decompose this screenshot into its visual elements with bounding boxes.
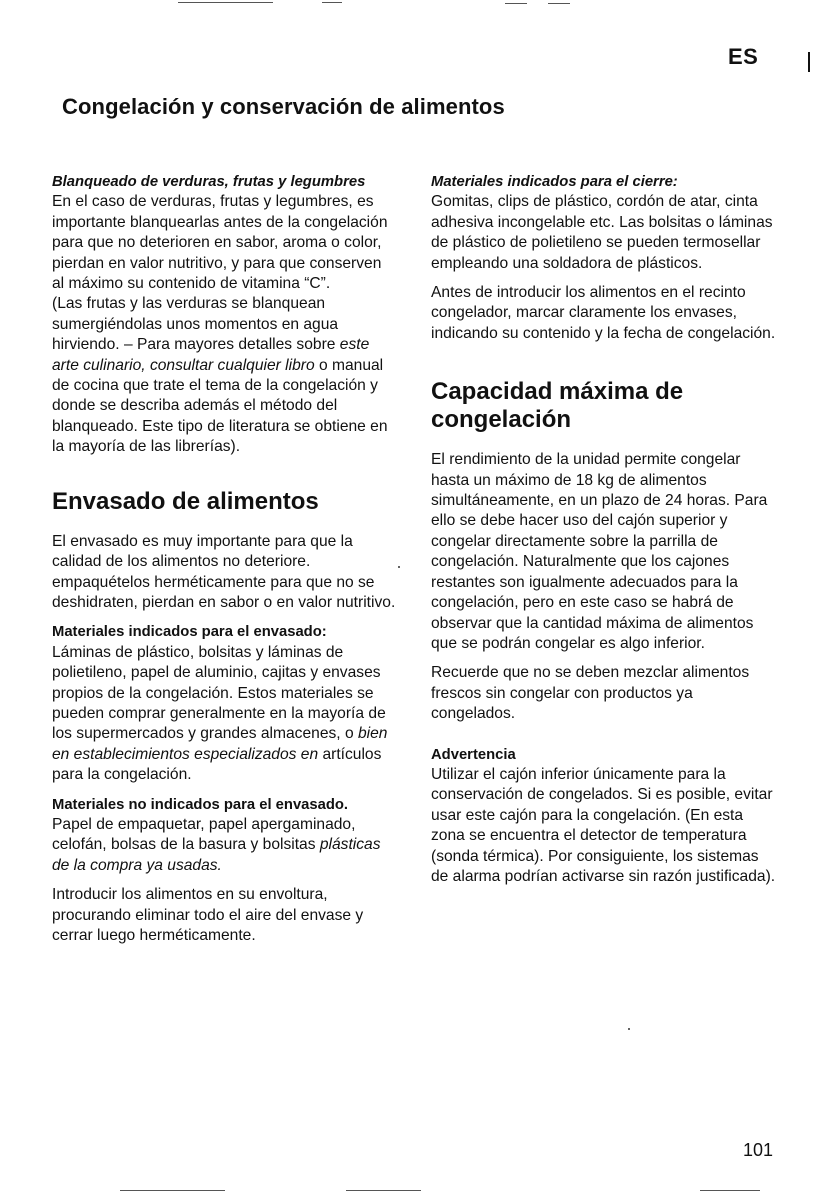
labeling-paragraph: Antes de introducir los alimentos en el recinto congelador, marcar claramente los envases, indicando su contenido y la fecha de congelación. bbox=[431, 284, 776, 342]
left-column bbox=[52, 172, 397, 955]
scan-rule bbox=[505, 3, 527, 4]
scan-dot bbox=[628, 1028, 630, 1030]
unsuitable-materials-paragraph bbox=[52, 815, 397, 876]
page-title: Congelación y conservación de alimentos bbox=[62, 94, 505, 119]
closure-materials-paragraph: Gomitas, clips de plástico, cordón de atar, cinta adhesiva incongelable etc. Las bolsitas o láminas de plástico de polietileno se pueden termosellar empleando una soldadora de plásticos. bbox=[431, 193, 773, 272]
text-run: o manual de cocina que trate el tema de la congelación y donde se describa además el método del blanqueado. Este tipo de literatura se obtiene en la mayoría de las librerías). bbox=[52, 356, 388, 456]
right-column bbox=[431, 172, 776, 896]
text-run: Papel de empaquetar, papel apergaminado, celofán, bolsas de la basura y bolsitas bbox=[52, 815, 356, 854]
closure-materials-heading: Materiales indicados para el cierre: bbox=[431, 174, 678, 190]
mixing-warning-paragraph: Recuerde que no se deben mezclar alimentos frescos sin congelar con productos ya congelados. bbox=[431, 664, 750, 723]
blanching-details-paragraph bbox=[52, 294, 397, 457]
suitable-materials-heading: Materiales indicados para el envasado: bbox=[52, 624, 327, 641]
scan-rule bbox=[700, 1190, 760, 1191]
scan-rule bbox=[178, 2, 273, 3]
warning-heading: Advertencia bbox=[431, 746, 516, 763]
packaging-paragraph: El envasado es muy importante para que la calidad de los alimentos no deteriore. empaquételos herméticamente para que no se deshidraten, pierdan en sabor o en valor nutritivo. bbox=[52, 532, 396, 611]
max-capacity-title: Capacidad máxima de congelación bbox=[431, 378, 684, 434]
blanching-heading: Blanqueado de verduras, frutas y legumbres bbox=[52, 174, 366, 190]
blanching-paragraph: En el caso de verduras, frutas y legumbres, es importante blanquearlas antes de la congelación para que no deterioren en sabor, aroma o color, pierdan en valor nutritivo, y para que conserven al máximo su contenido de vitamina “C”. bbox=[52, 193, 388, 293]
scan-rule bbox=[120, 1190, 225, 1191]
text-run-italic: bien en establecimientos especializados en bbox=[52, 725, 388, 763]
text-run-italic: plásticas de la compra ya usadas. bbox=[52, 836, 381, 874]
warning-paragraph: Utilizar el cajón inferior únicamente para la conservación de congelados. Si es posible, evitar usar este cajón para la congelación. (En esta zona se encuentra el detector de temperatura (sonda térmica). Por consiguiente, los sistemas de alarma podrían activarse sin razón justificada). bbox=[431, 765, 776, 885]
page-number: 101 bbox=[743, 1140, 774, 1160]
language-code: ES bbox=[728, 44, 759, 69]
suitable-materials-paragraph bbox=[52, 643, 397, 786]
unsuitable-materials-heading: Materiales no indicados para el envasado. bbox=[52, 796, 349, 813]
max-capacity-paragraph: El rendimiento de la unidad permite congelar hasta un máximo de 18 kg de alimentos simultáneamente, en un plazo de 24 horas. Para ello se debe hacer uso del cajón superior y congelar directamente sobre la parrilla de congelación. Naturalmente que los cajones restantes son igualmente adecuados para la congelación, pero en este caso se habrá de observar que la cantidad máxima de alimentos que se podrán congelar es algo inferior. bbox=[431, 451, 768, 652]
text-run-italic: este arte culinario, consultar cualquier libro bbox=[52, 336, 370, 374]
scan-rule bbox=[548, 3, 570, 4]
text-run: Láminas de plástico, bolsitas y láminas de polietileno, papel de aluminio, cajitas y envases propios de la congelación. Estos materiales se pueden comprar generalmente en la mayoría de los supermercados y grandes almacenes, o bbox=[52, 643, 386, 743]
text-run: artículos para la congelación. bbox=[52, 745, 382, 784]
text-run: (Las frutas y las verduras se blanquean sumergiéndolas unos momentos en agua hirviendo. – Para mayores detalles sobre bbox=[52, 295, 340, 354]
scan-rule bbox=[346, 1190, 421, 1191]
scan-dot bbox=[398, 566, 400, 568]
packaging-title: Envasado de alimentos bbox=[52, 487, 319, 515]
wrapping-instructions-paragraph: Introducir los alimentos en su envoltura, procurando eliminar todo el aire del envase y cerrar luego herméticamente. bbox=[52, 886, 364, 944]
scan-rule bbox=[322, 2, 342, 3]
edge-mark bbox=[808, 52, 810, 72]
